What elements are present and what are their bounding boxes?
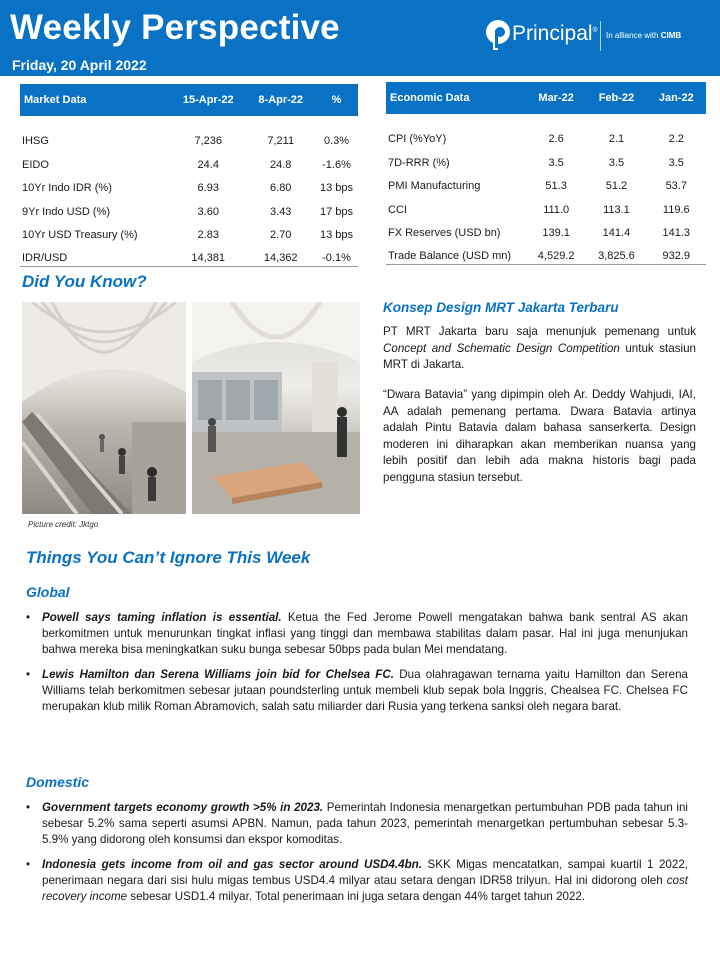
table-cell: 2.1 (608, 133, 625, 145)
page-title: Weekly Perspective (10, 8, 340, 47)
table-row (20, 243, 358, 267)
table-cell: 2.6 (548, 133, 564, 145)
list-item (26, 800, 688, 849)
economic-data-table (386, 82, 706, 265)
cimb-logo: CIMB (660, 31, 682, 40)
header-banner (0, 0, 720, 76)
things-heading: Things You Can’t Ignore This Week (26, 548, 311, 567)
table-cell: 4,529.2 (526, 241, 586, 265)
headline: Lewis Hamilton dan Serena Williams join bid for Chelsea FC. (42, 667, 394, 681)
news-text: Dua olahragawan ternama yaitu Hamilton dan Serena Williams telah berkomitmen sebesar jutaan poundsterling untuk membeli klub sepak bola Inggris, Chealsea FC. Chelsea FC merupakan klub milik Roman Abramovich, salah satu miliarder dari Rusia yang terkena sanksi oleh negara barat. (42, 667, 688, 714)
article-paragraph-1 (383, 324, 696, 374)
global-subheading: Global (26, 584, 70, 600)
table-cell: 6.80 (270, 182, 292, 194)
table-row (20, 116, 358, 149)
market-header-col: 8-Apr-22 (246, 84, 315, 116)
article-title: Konsep Design MRT Jakarta Terbaru (383, 300, 619, 315)
table-cell: -1.6% (322, 158, 351, 171)
bullet-icon: • (26, 667, 31, 681)
row-label: FX Reserves (USD bn) (388, 227, 501, 239)
global-news-list (26, 610, 688, 723)
economic-header-col: Feb-22 (586, 82, 646, 114)
table-cell: 13 bps (319, 182, 353, 194)
row-label: PMI Manufacturing (388, 180, 481, 192)
table-cell: 3.60 (197, 205, 219, 218)
mrt-station-render-image (22, 302, 186, 514)
article-emphasis: Concept and Schematic Design Competition (383, 341, 620, 355)
economic-header-col: Jan-22 (647, 82, 706, 114)
list-item (26, 667, 688, 716)
list-item (26, 857, 688, 906)
table-cell: 13 bps (319, 229, 353, 241)
table-cell: 139.1 (542, 227, 570, 239)
bullet-icon: • (26, 611, 31, 624)
list-item (26, 610, 688, 659)
table-cell: -0.1% (315, 243, 358, 267)
mrt-platform-illustration (192, 302, 360, 514)
domestic-news-list (26, 800, 688, 913)
table-cell: 24.4 (197, 158, 219, 171)
bullet-icon: • (26, 857, 31, 871)
news-text: SKK Migas mencatatkan, sampai kuartil 1 2022, penerimaan negara dari sisi hulu migas tembus USD4.4 milyar atau setara dengan IDR58 trilyun. Hal ini didorong oleh (42, 857, 688, 887)
table-row (386, 171, 706, 195)
table-cell: 17 bps (319, 205, 353, 218)
headline: Indonesia gets income from oil and gas sector around USD4.4bn. (42, 857, 422, 871)
article-paragraph-2: “Dwara Batavia” yang dipimpin oleh Ar. Deddy Wahjudi, IAI, AA adalah pemenang pertama. Dwara Batavia artinya adalah Pintu Batavia dalam bahasa sanserkerta. Design moderen ini diharapkan akan memberikan nuansa yang lebih positif dan lebih ada makna historis bagi pada pengguna stasiun tersebut. (383, 388, 696, 484)
table-row (386, 218, 706, 242)
news-text: Ketua the Fed Jerome Powell mengatakan bahwa bank sentral AS akan berkomitmen untuk menurunkan tingkat inflasi yang tinggi dan membawa stabilitas dalam pasar. Hal ini juga menunjukan bahwa mereka bisa meningkatkan suku bunga sebesar 50bps pada bulan Mei mendatang. (42, 611, 688, 657)
table-cell: 2.2 (668, 133, 684, 145)
table-cell: 141.3 (662, 227, 691, 239)
table-cell: 14,362 (246, 243, 315, 267)
row-label: 10Yr Indo IDR (%) (22, 182, 112, 194)
table-cell: 53.7 (665, 180, 687, 192)
alliance-note (606, 31, 681, 40)
table-cell: 3.5 (548, 156, 564, 169)
market-table-header (20, 84, 358, 116)
news-text: sebesar USD1.4 milyar. Total penerimaan ini juga setara dengan 44% target tahun 2022. (127, 890, 586, 904)
economic-header-col: Mar-22 (526, 82, 586, 114)
table-row (386, 241, 706, 265)
did-you-know-heading: Did You Know? (22, 272, 147, 291)
logo-divider (600, 21, 601, 51)
table-row (20, 196, 358, 220)
table-cell: 7,211 (267, 135, 295, 147)
table-cell: 6.93 (197, 182, 219, 194)
principal-logo (484, 18, 714, 54)
table-row (20, 220, 358, 244)
table-row (386, 194, 706, 218)
row-label: EIDO (22, 158, 49, 171)
bullet-icon: • (26, 801, 31, 814)
row-label: CPI (%YoY) (388, 133, 447, 145)
table-cell: 113.1 (603, 203, 630, 216)
table-cell: 3,825.6 (586, 241, 646, 265)
row-label: CCI (388, 203, 407, 216)
table-cell: 14,381 (170, 243, 246, 267)
logo-wordmark: Principal (512, 22, 593, 45)
headline: Government targets economy growth >5% in 2023. (42, 801, 324, 814)
table-cell: 51.3 (545, 180, 567, 192)
table-cell: 7,236 (194, 135, 222, 147)
row-label: 9Yr Indo USD (%) (22, 205, 111, 218)
principal-logo-icon (484, 18, 512, 52)
row-label: IHSG (22, 135, 49, 147)
row-label: Trade Balance (USD mn) (386, 241, 526, 265)
alliance-text: In alliance with (606, 31, 659, 40)
economic-header-label: Economic Data (386, 82, 526, 114)
table-cell: 111.0 (543, 203, 570, 216)
table-cell: 3.5 (608, 156, 625, 169)
news-emphasis: cost recovery income (42, 873, 688, 904)
news-text: Pemerintah Indonesia menargetkan pertumbuhan PDB pada tahun ini sebesar 5.2% sama seperti asumsi APBN. Namun, pada tahun 2023, pemerintah menargetkan pertumbuhan sebesar 5.3-5.9% yang didorong oleh konsumsi dan ekspor komoditas. (42, 801, 688, 847)
table-row (386, 114, 706, 147)
market-header-col: 15-Apr-22 (170, 84, 246, 116)
economic-table-header (386, 82, 706, 114)
report-date: Friday, 20 April 2022 (12, 57, 147, 73)
table-row (20, 173, 358, 197)
row-label: 10Yr USD Treasury (%) (22, 229, 138, 241)
mrt-platform-render-image (192, 302, 360, 514)
table-cell: 2.83 (197, 229, 219, 241)
article-text: untuk stasiun MRT di Jakarta. (383, 341, 696, 371)
market-data-table (20, 84, 358, 267)
domestic-subheading: Domestic (26, 774, 90, 790)
table-row (20, 149, 358, 173)
market-header-label: Market Data (20, 84, 170, 116)
row-label: IDR/USD (20, 243, 170, 267)
table-row (386, 147, 706, 171)
article-text: PT MRT Jakarta baru saja menunjuk pemenang untuk (383, 325, 696, 338)
picture-credit: Picture credit: Jktgo (28, 520, 99, 529)
table-cell: 2.70 (270, 229, 292, 241)
table-cell: 51.2 (605, 180, 628, 192)
mrt-escalator-illustration (22, 302, 186, 514)
headline: Powell says taming inflation is essential. (42, 611, 282, 624)
table-cell: 932.9 (647, 241, 706, 265)
table-cell: 3.5 (668, 156, 684, 169)
market-header-col: % (315, 84, 358, 116)
table-cell: 24.8 (270, 158, 292, 171)
row-label: 7D-RRR (%) (388, 156, 450, 169)
table-cell: 141.4 (602, 227, 631, 239)
table-cell: 119.6 (662, 203, 690, 216)
logo-registered-mark: ® (592, 27, 598, 34)
table-cell: 3.43 (270, 205, 292, 218)
table-cell: 0.3% (323, 135, 350, 147)
